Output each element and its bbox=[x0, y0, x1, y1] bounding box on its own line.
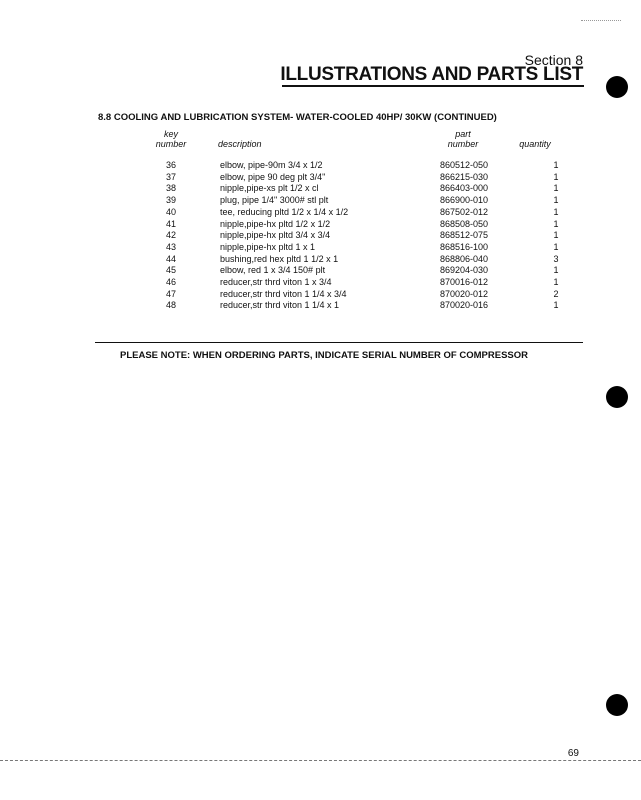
table-row bbox=[146, 254, 576, 266]
column-header-part-bottom: number bbox=[447, 139, 479, 149]
quantity-cell: 1 bbox=[553, 277, 559, 288]
column-header-key-bottom: number bbox=[155, 139, 187, 149]
quantity-cell: 1 bbox=[553, 195, 559, 206]
key-number-cell: 45 bbox=[165, 265, 176, 276]
table-row bbox=[146, 230, 576, 242]
part-number-cell: 866215-030 bbox=[440, 171, 489, 182]
title-underline bbox=[282, 85, 584, 87]
description-cell: plug, pipe 1/4" 3000# stl plt bbox=[220, 195, 329, 206]
key-number-cell: 39 bbox=[165, 195, 176, 206]
description-cell: nipple,pipe-xs plt 1/2 x cl bbox=[220, 183, 319, 194]
column-header-part bbox=[438, 129, 488, 149]
key-number-cell: 41 bbox=[165, 218, 176, 229]
table-row bbox=[146, 172, 576, 184]
key-number-cell: 42 bbox=[165, 230, 176, 241]
part-number-cell: 866900-010 bbox=[440, 195, 489, 206]
description-cell: elbow, pipe-90m 3/4 x 1/2 bbox=[220, 160, 323, 170]
page-number: 69 bbox=[567, 748, 579, 759]
description-cell: elbow, pipe 90 deg plt 3/4" bbox=[220, 171, 326, 182]
part-number-cell: 868508-050 bbox=[440, 218, 489, 229]
parts-table-body bbox=[146, 160, 576, 312]
column-header-key-top: key bbox=[163, 129, 178, 139]
scan-mark bbox=[581, 20, 621, 21]
part-number-cell: 867502-012 bbox=[440, 206, 489, 217]
part-number-cell: 868516-100 bbox=[440, 241, 489, 252]
quantity-cell: 1 bbox=[553, 183, 559, 194]
key-number-cell: 38 bbox=[165, 183, 176, 194]
binder-hole-icon bbox=[606, 386, 628, 408]
part-number-cell: 860512-050 bbox=[440, 160, 489, 170]
quantity-cell: 1 bbox=[553, 160, 559, 170]
quantity-cell: 1 bbox=[553, 265, 559, 276]
description-cell: elbow, red 1 x 3/4 150# plt bbox=[220, 265, 326, 276]
table-bottom-rule bbox=[95, 342, 583, 343]
column-header-description: description bbox=[218, 139, 262, 149]
quantity-cell: 1 bbox=[553, 241, 559, 252]
key-number-cell: 40 bbox=[165, 206, 176, 217]
quantity-cell: 3 bbox=[553, 253, 559, 264]
table-row bbox=[146, 242, 576, 254]
column-header-part-top: part bbox=[455, 129, 471, 139]
table-row bbox=[146, 289, 576, 301]
table-row bbox=[146, 207, 576, 219]
table-row bbox=[146, 160, 576, 172]
quantity-cell: 1 bbox=[553, 218, 559, 229]
key-number-cell: 43 bbox=[165, 241, 176, 252]
part-number-cell: 870020-016 bbox=[440, 300, 489, 311]
table-subtitle: 8.8 COOLING AND LUBRICATION SYSTEM- WATER-COOLED 40HP/ 30KW (CONTINUED) bbox=[98, 112, 497, 123]
table-row bbox=[146, 265, 576, 277]
section-label: Section 8 bbox=[524, 52, 583, 68]
part-number-cell: 869204-030 bbox=[440, 265, 489, 276]
table-row bbox=[146, 183, 576, 195]
table-row bbox=[146, 219, 576, 231]
footer-rule bbox=[0, 760, 641, 761]
part-number-cell: 866403-000 bbox=[440, 183, 489, 194]
table-row bbox=[146, 277, 576, 289]
quantity-cell: 1 bbox=[553, 206, 559, 217]
table-row bbox=[146, 195, 576, 207]
binder-hole-icon bbox=[606, 694, 628, 716]
description-cell: reducer,str thrd viton 1 x 3/4 bbox=[220, 277, 332, 288]
part-number-cell: 870020-012 bbox=[440, 288, 489, 299]
page-title: ILLUSTRATIONS AND PARTS LIST bbox=[280, 64, 583, 85]
parts-table bbox=[146, 160, 576, 312]
description-cell: reducer,str thrd viton 1 1/4 x 1 bbox=[220, 300, 340, 311]
quantity-cell: 1 bbox=[553, 230, 559, 241]
key-number-cell: 36 bbox=[165, 160, 176, 170]
part-number-cell: 868806-040 bbox=[440, 253, 489, 264]
description-cell: nipple,pipe-hx pltd 1 x 1 bbox=[220, 241, 316, 252]
description-cell: tee, reducing pltd 1/2 x 1/4 x 1/2 bbox=[220, 206, 349, 217]
column-header-quantity: quantity bbox=[519, 139, 551, 149]
key-number-cell: 37 bbox=[165, 171, 176, 182]
description-cell: nipple,pipe-hx pltd 1/2 x 1/2 bbox=[220, 218, 331, 229]
table-row bbox=[146, 300, 576, 312]
column-header-key bbox=[150, 129, 192, 149]
description-cell: nipple,pipe-hx pltd 3/4 x 3/4 bbox=[220, 230, 331, 241]
key-number-cell: 48 bbox=[165, 300, 176, 311]
quantity-cell: 2 bbox=[553, 288, 559, 299]
part-number-cell: 868512-075 bbox=[440, 230, 489, 241]
quantity-cell: 1 bbox=[553, 171, 559, 182]
quantity-cell: 1 bbox=[553, 300, 559, 311]
description-cell: reducer,str thrd viton 1 1/4 x 3/4 bbox=[220, 288, 347, 299]
key-number-cell: 47 bbox=[165, 288, 176, 299]
ordering-note: PLEASE NOTE: WHEN ORDERING PARTS, INDICATE SERIAL NUMBER OF COMPRESSOR bbox=[120, 350, 528, 361]
description-cell: bushing,red hex pltd 1 1/2 x 1 bbox=[220, 253, 339, 264]
part-number-cell: 870016-012 bbox=[440, 277, 489, 288]
key-number-cell: 46 bbox=[165, 277, 176, 288]
key-number-cell: 44 bbox=[165, 253, 176, 264]
binder-hole-icon bbox=[606, 76, 628, 98]
